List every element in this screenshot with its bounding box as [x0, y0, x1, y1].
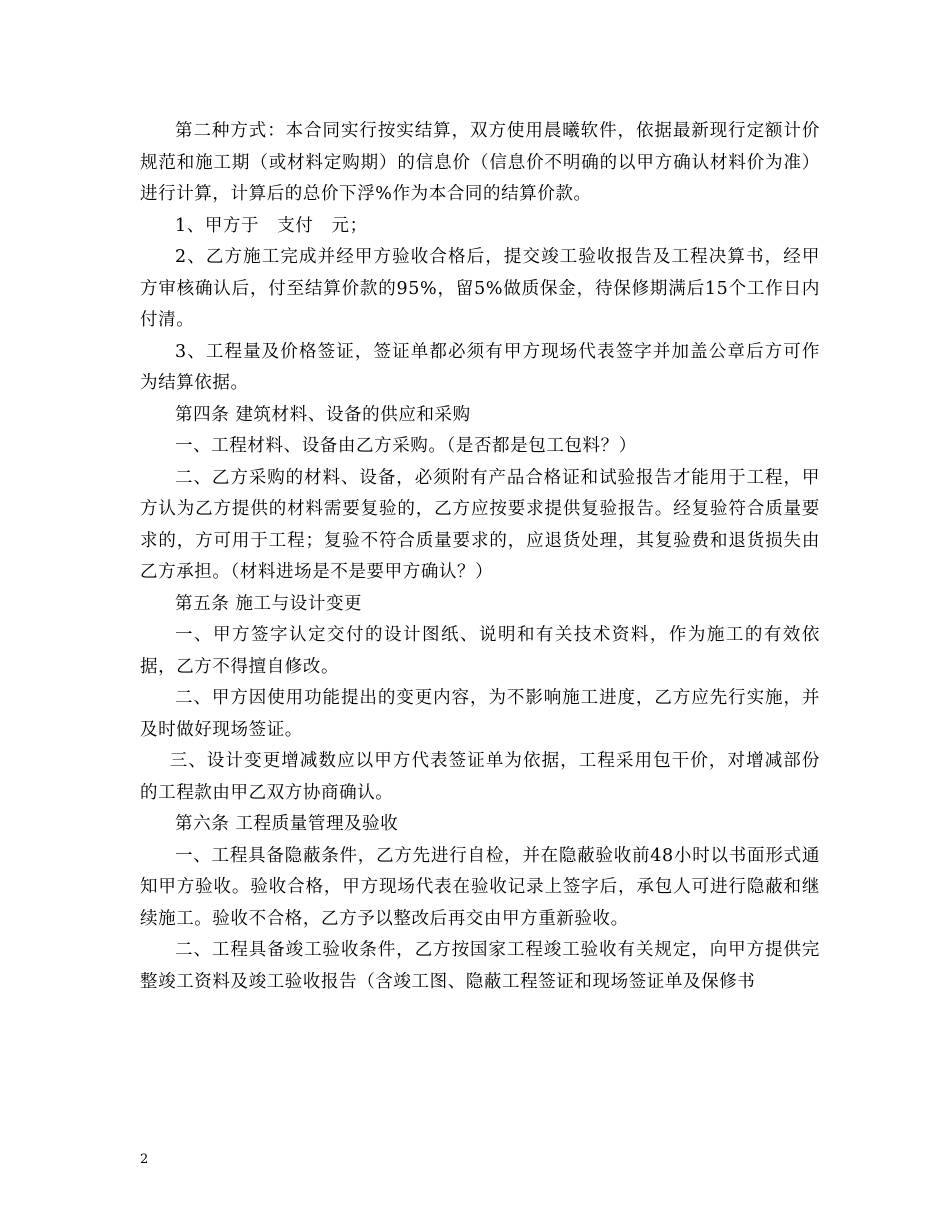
document-body: [140, 116, 820, 998]
paragraph-payment-item-3: 3、工程量及价格签证，签证单都必须有甲方现场代表签字并加盖公章后方可作为结算依据。: [140, 341, 820, 393]
page-number: 2: [140, 1152, 149, 1167]
article-5-clause-3: 三、设计变更增减数应以甲方代表签证单为依据，工程采用包干价，对增减部份的工程款由甲乙双方协商确认。: [140, 751, 820, 803]
article-4-clause-1: 一、工程材料、设备由乙方采购。（是否都是包工包料？）: [175, 436, 637, 456]
paragraph-payment-item-2: 2、乙方施工完成并经甲方验收合格后，提交竣工验收报告及工程决算书，经甲方审核确认后，付至结算价款的95%，留5%做质保金，待保修期满后15个工作日内付清。: [140, 247, 820, 330]
paragraph-payment-item-1: 1、甲方于 支付 元；: [175, 215, 368, 236]
article-6-heading: 第六条 工程质量管理及验收: [175, 814, 399, 834]
article-5-heading: 第五条 施工与设计变更: [175, 593, 363, 614]
article-4-clause-2: 二、乙方采购的材料、设备，必须附有产品合格证和试验报告才能用于工程，甲方认为乙方提供的材料需要复验的，乙方应按要求提供复验报告。经复验符合质量要求的，方可用于工程；复验不符合质量要求的，应退货处理，其复验费和退货损失由乙方承担。（材料进场是不是要甲方确认？）: [140, 467, 820, 582]
article-5-clause-2: 二、甲方因使用功能提出的变更内容，为不影响施工进度，乙方应先行实施，并及时做好现场签证。: [140, 688, 820, 740]
paragraph-settlement-method-two: 第二种方式：本合同实行按实结算，双方使用晨曦软件，依据最新现行定额计价规范和施工期（或材料定购期）的信息价（信息价不明确的以甲方确认材料价为准）进行计算，计算后的总价下浮%作为本合同的结算价款。: [140, 121, 820, 204]
article-6-clause-2: 二、工程具备竣工验收条件，乙方按国家工程竣工验收有关规定，向甲方提供完整竣工资料及竣工验收报告（含竣工图、隐蔽工程签证和现场签证单及保修书: [140, 940, 820, 992]
article-5-clause-1: 一、甲方签字认定交付的设计图纸、说明和有关技术资料，作为施工的有效依据，乙方不得擅自修改。: [140, 625, 820, 677]
article-4-heading: 第四条 建筑材料、设备的供应和采购: [175, 404, 471, 425]
article-6-clause-1: 一、工程具备隐蔽条件，乙方先进行自检，并在隐蔽验收前48小时以书面形式通知甲方验收。验收合格，甲方现场代表在验收记录上签字后，承包人可进行隐蔽和继续施工。验收不合格，乙方予以整改后再交由甲方重新验收。: [140, 845, 820, 929]
